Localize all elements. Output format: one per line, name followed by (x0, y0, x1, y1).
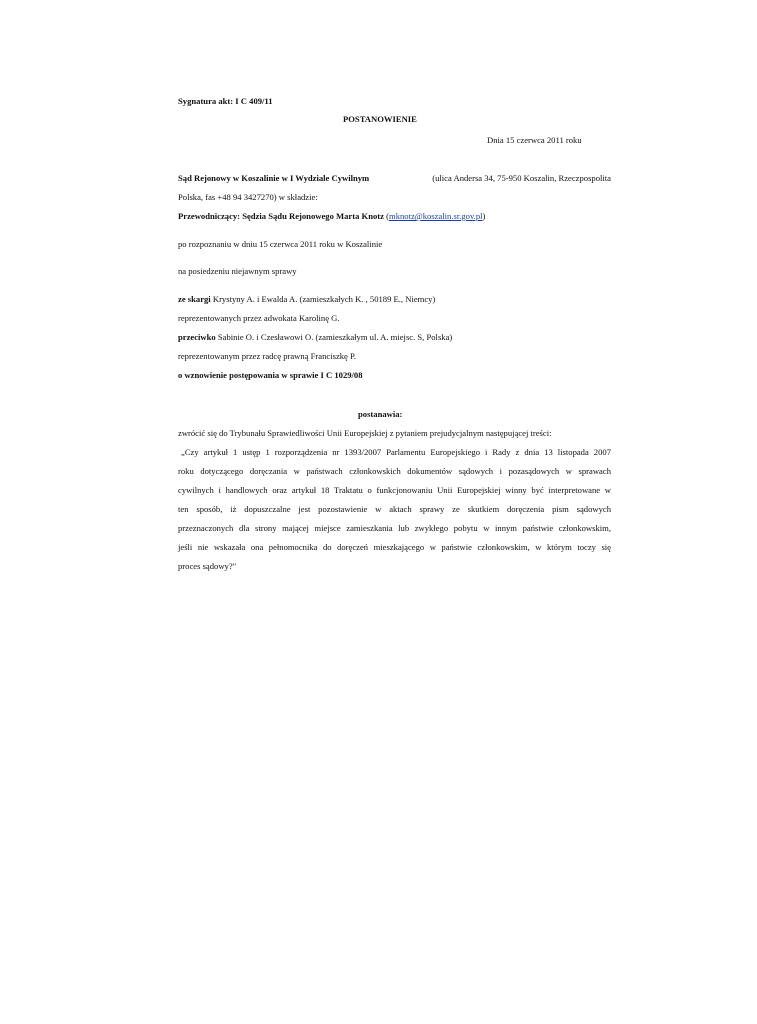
complainants-line (178, 295, 435, 304)
document-date: Dnia 15 czerwca 2011 roku (487, 135, 582, 145)
against-label: przeciwko (178, 332, 216, 342)
paren-close: ) (482, 211, 486, 221)
document-title: POSTANOWIENIE (343, 114, 417, 124)
paren-open: ( (386, 211, 390, 221)
court-address-line-2: Polska, fas +48 94 3427270) w składzie: (178, 192, 318, 202)
case-signature: Sygnatura akt: I C 409/11 (178, 96, 273, 106)
question-line: przeznaczonych dla strony mającej miejsce zamieszkania lub zwykłego pobytu w innym państwie członkowskim, (178, 523, 611, 533)
court-name: Sąd Rejonowy w Koszalinie w I Wydziale Cywilnym (178, 173, 370, 183)
court-chair: Przewodniczący: Sędzia Sądu Rejonowego Marta Knotz (178, 211, 384, 221)
question-line: roku dotyczącego doręczania w państwach członkowskich dokumentów sądowych i pozasądowych w sprawach (178, 466, 611, 476)
question-line: ten sposób, iż dopuszczalne jest pozostawienie w aktach sprawy ze skutkiem doręczenia pism sądowych (178, 504, 611, 514)
decision-heading: postanawia: (358, 409, 403, 419)
question-line: jeśli nie wskazała ona pełnomocnika do doręczeń mieszkającego w państwie członkowskim, w którym toczy się (178, 542, 611, 552)
respondents-representative: reprezentowanym przez radcę prawną Franciszkę P. (178, 351, 356, 361)
case-subject: o wznowienie postępowania w sprawie I C 1029/08 (178, 370, 363, 380)
session-text: na posiedzeniu niejawnym sprawy (178, 266, 297, 276)
complainants-representative: reprezentowanych przez adwokata Karolinę G. (178, 313, 340, 323)
court-chair-line (178, 212, 485, 221)
decision-intro: zwrócić się do Trybunału Sprawiedliwości Unii Europejskiej z pytaniem prejudycjalnym następującej treści: (178, 428, 552, 438)
respondents-line (178, 333, 452, 342)
question-line: „Czy artykuł 1 ustęp 1 rozporządzenia nr 1393/2007 Parlamentu Europejskiego i Rady z dnia 13 listopada 2007 (181, 447, 611, 457)
complainants: Krystyny A. i Ewalda A. (zamieszkałych K. , 50189 E., Niemcy) (212, 294, 436, 304)
hearing-text: po rozpoznaniu w dniu 15 czerwca 2011 roku w Koszalinie (178, 239, 383, 249)
question-line: proces sądowy?" (178, 561, 237, 571)
respondents: Sabinie O. i Czesławowi O. (zamieszkałym ul. A. miejsc. S, Polska) (217, 332, 453, 342)
complaint-label: ze skargi (178, 294, 211, 304)
court-line-1 (178, 174, 611, 183)
court-address-line-1: (ulica Andersa 34, 75-950 Koszalin, Rzeczpospolita (432, 173, 611, 183)
chair-email-link[interactable]: mknotz@koszalin.sr.gov.pl (389, 211, 483, 221)
question-line: cywilnych i handlowych oraz artykuł 18 Traktatu o funkcjonowaniu Unii Europejskiej winny być interpretowane w (178, 485, 611, 495)
